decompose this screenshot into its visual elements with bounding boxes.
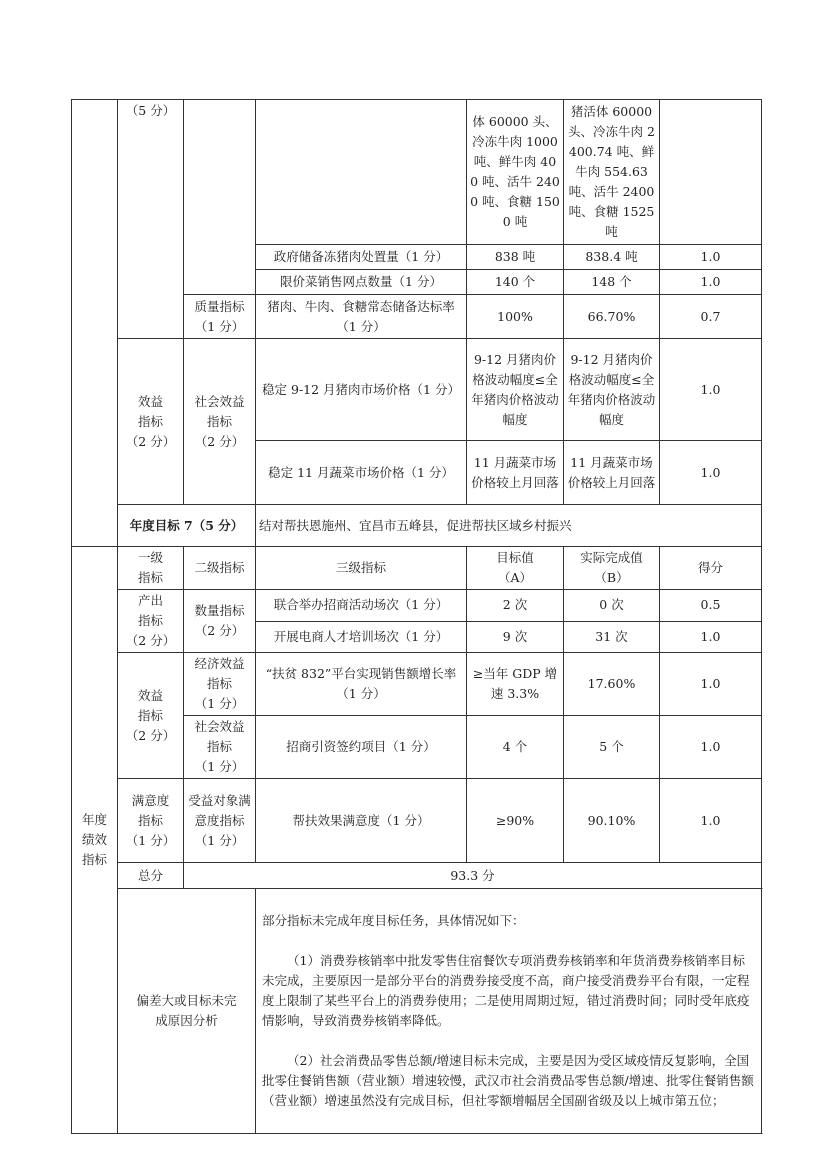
total-row [72,863,762,889]
target-cell: ≥90% [467,779,564,863]
target-cell: 100% [467,295,564,339]
indicator-continued [256,100,467,245]
score-cell: 1.0 [660,245,762,270]
header-score: 得分 [660,547,762,590]
indicator-cell: 稳定 9-12 月猪肉市场价格（1 分） [256,339,467,441]
level2-continued [184,100,256,295]
target-cell: 11 月蔬菜市场价格较上月回落 [467,441,564,505]
indicator-cell: 限价菜销售网点数量（1 分） [256,270,467,295]
actual-cell: 90.10% [564,779,660,863]
score-cell: 0.7 [660,295,762,339]
actual-cell: 66.70% [564,295,660,339]
target-cell: 9-12 月猪肉价格波动幅度≤全年猪肉价格波动幅度 [467,339,564,441]
actual-continued: 猪活体 60000 头、冷冻牛肉 2400.74 吨、鲜牛肉 554.63 吨、活牛 2400 吨、食糖 1525 吨 [564,100,660,245]
goal-label: 年度目标 7（5 分） [118,505,256,547]
indicator-cell: 稳定 11 月蔬菜市场价格（1 分） [256,441,467,505]
actual-cell: 148 个 [564,270,660,295]
indicator-cell: 开展电商人才培训场次（1 分） [256,621,467,653]
performance-table [71,99,762,1134]
level1-cell: 效益 指标 （2 分） [118,653,184,779]
header-level3: 三级指标 [256,547,467,590]
score-continued [660,100,762,245]
level1-continued: （5 分） [118,100,184,339]
target-cell: 140 个 [467,270,564,295]
goal-row [72,505,762,547]
score-cell: 1.0 [660,339,762,441]
reason-text [256,889,762,1134]
level1-cell: 效益 指标 （2 分） [118,339,184,505]
reason-row [72,889,762,1134]
left-margin-cell [72,100,118,547]
target-cell: 838 吨 [467,245,564,270]
score-cell: 1.0 [660,716,762,779]
level2-cell: 经济效益 指标 （1 分） [184,653,256,716]
actual-cell: 17.60% [564,653,660,716]
target-cell: 2 次 [467,590,564,622]
table-row [72,779,762,863]
level1-cell: 满意度 指标 （1 分） [118,779,184,863]
header-actual: 实际完成值 （B） [564,547,660,590]
target-cell: ≥当年 GDP 增速 3.3% [467,653,564,716]
score-cell: 1.0 [660,270,762,295]
score-cell: 1.0 [660,621,762,653]
indicator-cell: 政府储备冻猪肉处置量（1 分） [256,245,467,270]
level2-cell: 数量指标 （2 分） [184,590,256,653]
score-cell: 1.0 [660,441,762,505]
reason-intro: 部分指标未完成年度目标任务，具体情况如下： [262,913,525,928]
perf-label: 年度 绩效 指标 [72,547,118,1134]
total-value: 93.3 分 [184,863,762,889]
actual-cell: 9-12 月猪肉价格波动幅度≤全年猪肉价格波动幅度 [564,339,660,441]
indicator-cell: 联合举办招商活动场次（1 分） [256,590,467,622]
actual-cell: 0 次 [564,590,660,622]
actual-cell: 11 月蔬菜市场价格较上月回落 [564,441,660,505]
level1-cell: 产出 指标 （2 分） [118,590,184,653]
reason-paragraph-2: （2）社会消费品零售总额/增速目标未完成，主要是因为受区域疫情反复影响，全国批零住餐销售额（营业额）增速较慢，武汉市社会消费品零售总额/增速、批零住餐销售额（营业额）增速虽然没有完成目标，但社零额增幅居全国副省级及以上城市第五位； [262,1053,754,1108]
goal-text: 结对帮扶恩施州、宜昌市五峰县，促进帮扶区域乡村振兴 [256,505,762,547]
level2-cell: 质量指标 （1 分） [184,295,256,339]
target-continued: 体 60000 头、冷冻牛肉 1000 吨、鲜牛肉 400 吨、活牛 2400 吨、食糖 1500 吨 [467,100,564,245]
score-cell: 1.0 [660,653,762,716]
header-row [72,547,762,590]
target-cell: 4 个 [467,716,564,779]
level2-cell: 受益对象满意度指标（1 分） [184,779,256,863]
score-cell: 1.0 [660,779,762,863]
header-level1: 一级 指标 [118,547,184,590]
header-level2: 二级指标 [184,547,256,590]
total-label: 总分 [118,863,184,889]
reason-label: 偏差大或目标未完成原因分析 [118,889,256,1134]
target-cell: 9 次 [467,621,564,653]
indicator-cell: 招商引资签约项目（1 分） [256,716,467,779]
score-cell: 0.5 [660,590,762,622]
table-row [72,590,762,622]
actual-cell: 838.4 吨 [564,245,660,270]
level2-cell: 社会效益 指标 （2 分） [184,339,256,505]
level2-cell: 社会效益 指标 （1 分） [184,716,256,779]
table-row [72,653,762,716]
header-target: 目标值 （A） [467,547,564,590]
indicator-cell: 猪肉、牛肉、食糖常态储备达标率（1 分） [256,295,467,339]
actual-cell: 5 个 [564,716,660,779]
indicator-cell: 帮扶效果满意度（1 分） [256,779,467,863]
indicator-cell: “扶贫 832”平台实现销售额增长率（1 分） [256,653,467,716]
actual-cell: 31 次 [564,621,660,653]
continuation-row [72,100,762,245]
table-row [72,339,762,441]
reason-paragraph-1: （1）消费券核销率中批发零售住宿餐饮专项消费券核销率和年货消费券核销率目标未完成，主要原因一是部分平台的消费券接受度不高，商户接受消费券平台有限，一定程度上限制了某些平台上的消费券使用；二是使用周期过短，错过消费时间；同时受年底疫情影响，导致消费券核销率降低。 [262,953,750,1028]
